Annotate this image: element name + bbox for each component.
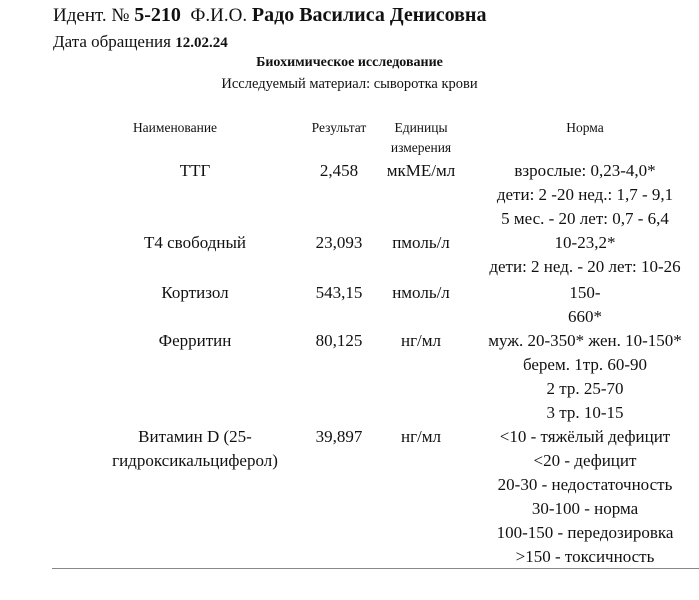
column-header-name: Наименование: [132, 120, 218, 135]
norm-line: >150 - токсичность: [515, 547, 655, 566]
column-header-result: Результат: [311, 120, 367, 135]
norm-line: муж. 20-350* жен. 10-150*: [488, 331, 682, 350]
column-header-units: [375, 118, 467, 158]
table-row-name: Кортизол: [161, 283, 229, 302]
patient-header: [53, 4, 486, 27]
table-row-result: 2,458: [319, 161, 359, 180]
table-row-unit: мкМЕ/мл: [386, 161, 456, 180]
bottom-divider: [52, 568, 699, 569]
table-row-result: 23,093: [315, 233, 363, 252]
norm-line: берем. 1тр. 60-90: [522, 355, 648, 374]
fio-value: Радо Василиса Денисовна: [251, 4, 487, 26]
ident-value: 5-210: [134, 4, 181, 26]
name-line: Витамин D (25-: [138, 427, 252, 446]
column-header-norm: Норма: [566, 120, 604, 135]
table-row-unit: нг/мл: [400, 427, 442, 446]
norm-line: 5 мес. - 20 лет: 0,7 - 6,4: [501, 209, 669, 228]
table-row-unit: пмоль/л: [392, 233, 450, 252]
table-row-norm: [465, 425, 699, 569]
norm-line: 3 тр. 10-15: [546, 403, 624, 422]
norm-line: 660*: [568, 307, 602, 326]
table-row-result: 80,125: [315, 331, 363, 350]
norm-line: 20-30 - недостаточность: [497, 475, 673, 494]
table-row-name: [90, 425, 300, 473]
table-row-result: 39,897: [315, 427, 363, 446]
norm-line: <10 - тяжёлый дефицит: [499, 427, 671, 446]
ident-label: Идент. №: [53, 5, 130, 26]
table-row-unit: нмоль/л: [392, 283, 450, 302]
table-row-result: 543,15: [315, 283, 363, 302]
table-row-norm: [465, 281, 699, 329]
table-row-unit: нг/мл: [400, 331, 442, 350]
norm-line: взрослые: 0,23-4,0*: [514, 161, 656, 180]
table-row-name: Ферритин: [158, 331, 232, 350]
report-material: Исследуемый материал: сыворотка крови: [221, 76, 478, 92]
norm-line: дети: 2 -20 нед.: 1,7 - 9,1: [496, 185, 674, 204]
norm-line: 150-: [569, 283, 601, 302]
date-label: Дата обращения: [53, 32, 171, 51]
norm-line: 100-150 - передозировка: [496, 523, 674, 542]
norm-line: дети: 2 нед. - 20 лет: 10-26: [489, 257, 681, 276]
norm-line: 2 тр. 25-70: [546, 379, 624, 398]
table-row-name: Т4 свободный: [143, 233, 247, 252]
table-row-norm: [465, 231, 699, 279]
column-header-units-line1: Единицы: [394, 120, 448, 135]
date-value: 12.02.24: [175, 35, 228, 51]
report-title: Биохимическое исследование: [256, 55, 443, 70]
norm-line: <20 - дефицит: [533, 451, 637, 470]
visit-date-line: [53, 32, 228, 52]
table-row-name: ТТГ: [179, 161, 211, 180]
name-line: гидроксикальциферол): [112, 451, 278, 470]
table-row-norm: [465, 159, 699, 231]
norm-line: 10-23,2*: [554, 233, 616, 252]
table-row-norm: [465, 329, 699, 425]
column-header-units-line2: измерения: [390, 140, 452, 155]
fio-label: Ф.И.О.: [190, 5, 248, 26]
norm-line: 30-100 - норма: [531, 499, 639, 518]
